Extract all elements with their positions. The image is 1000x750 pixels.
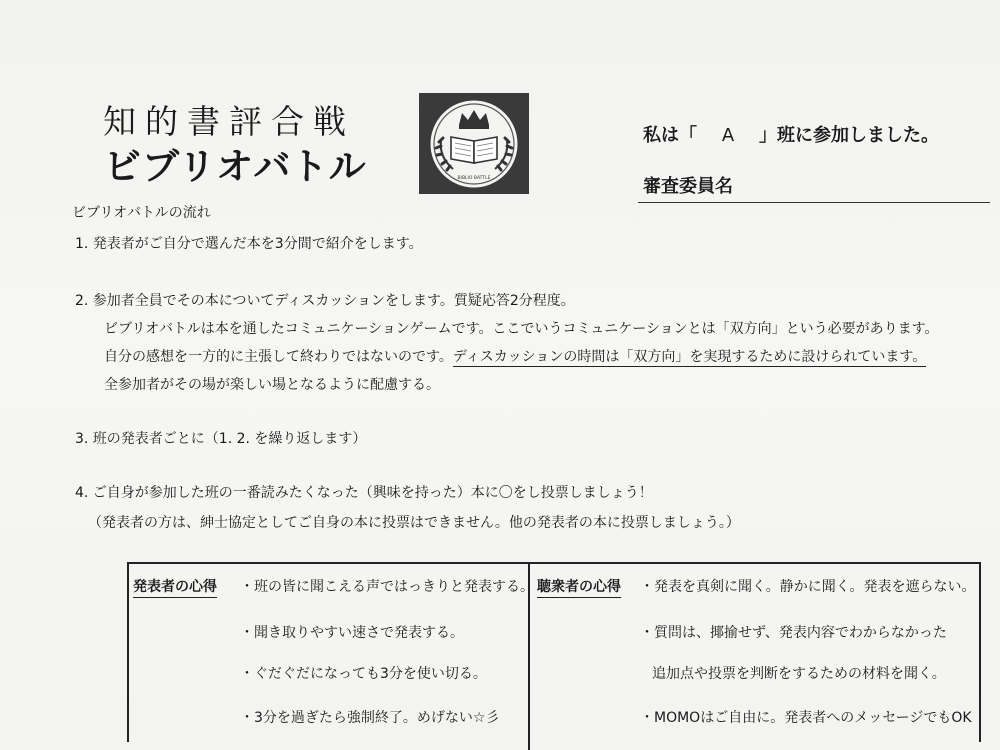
step-2-underlined-note: ディスカッションの時間は「双方向」を実現するために設けられています。 <box>452 349 927 365</box>
group-letter[interactable]: A <box>721 125 735 146</box>
listener-rule-2: ・質問は、揶揄せず、発表内容でわからなかった <box>640 625 947 641</box>
step-2-note-2 <box>104 346 926 366</box>
step-2-note-1: ビブリオバトルは本を通したコミュニケーションゲームです。ここでいうコミュニケーションとは「双方向」という必要があります。 <box>104 321 939 337</box>
flow-heading: ビブリオバトルの流れ <box>72 205 211 221</box>
presenter-rule-1: ・班の皆に聞こえる声ではっきりと発表する。 <box>240 579 534 595</box>
presenter-rule-4: ・3分を過ぎたら強制終了。めげない☆彡 <box>240 710 500 726</box>
listener-rule-1: ・発表を真剣に聞く。静かに聞く。発表を遮らない。 <box>640 579 976 595</box>
step-2-note-2-text: 自分の感想を一方的に主張して終わりではないのです。 <box>104 349 453 365</box>
group-suffix: 」班に参加しました。 <box>759 125 939 146</box>
title-kanji: 知的書評合戦 <box>103 102 355 141</box>
judge-name-field[interactable] <box>638 202 990 203</box>
step-2-note-3: 全参加者がその場が楽しい場となるように配慮する。 <box>104 377 440 393</box>
step-1: 1. 発表者がご自分で選んだ本を3分間で紹介をします。 <box>75 236 423 252</box>
judge-name-label: 審査委員名 <box>643 176 733 197</box>
step-4: 4. ご自身が参加した班の一番読みたくなった（興味を持った）本に〇をし投票しましょう！ <box>75 485 653 501</box>
book-icon <box>451 137 474 163</box>
listener-rule-4: ・MOMOはご自由に。発表者へのメッセージでもOK <box>640 710 972 726</box>
step-3: 3. 班の発表者ごとに（1. 2. を繰り返します） <box>75 431 367 447</box>
group-prefix: 私は「 <box>643 125 697 146</box>
presenter-rules-heading: 発表者の心得 <box>133 576 217 598</box>
step-2: 2. 参加者全員でその本についてディスカッションをします。質疑応答2分程度。 <box>75 293 575 309</box>
presenter-rule-3: ・ぐだぐだになっても3分を使い切る。 <box>240 666 487 682</box>
listener-rule-3: 追加点や投票を判断をするための材料を聞く。 <box>652 666 946 682</box>
title-kana: ビブリオバトル <box>104 145 367 188</box>
step-4-note: （発表者の方は、紳士協定としてご自身の本に投票はできません。他の発表者の本に投票しましょう。） <box>88 515 740 531</box>
presenter-rule-2: ・聞き取りやすい速さで発表する。 <box>240 625 464 641</box>
bibliobattle-logo-icon <box>419 93 529 194</box>
group-line <box>643 121 939 147</box>
logo-emblem <box>419 93 529 194</box>
listener-rules-heading: 聴衆者の心得 <box>537 576 621 598</box>
logo-text: BIBLIO BATTLE <box>457 176 491 181</box>
